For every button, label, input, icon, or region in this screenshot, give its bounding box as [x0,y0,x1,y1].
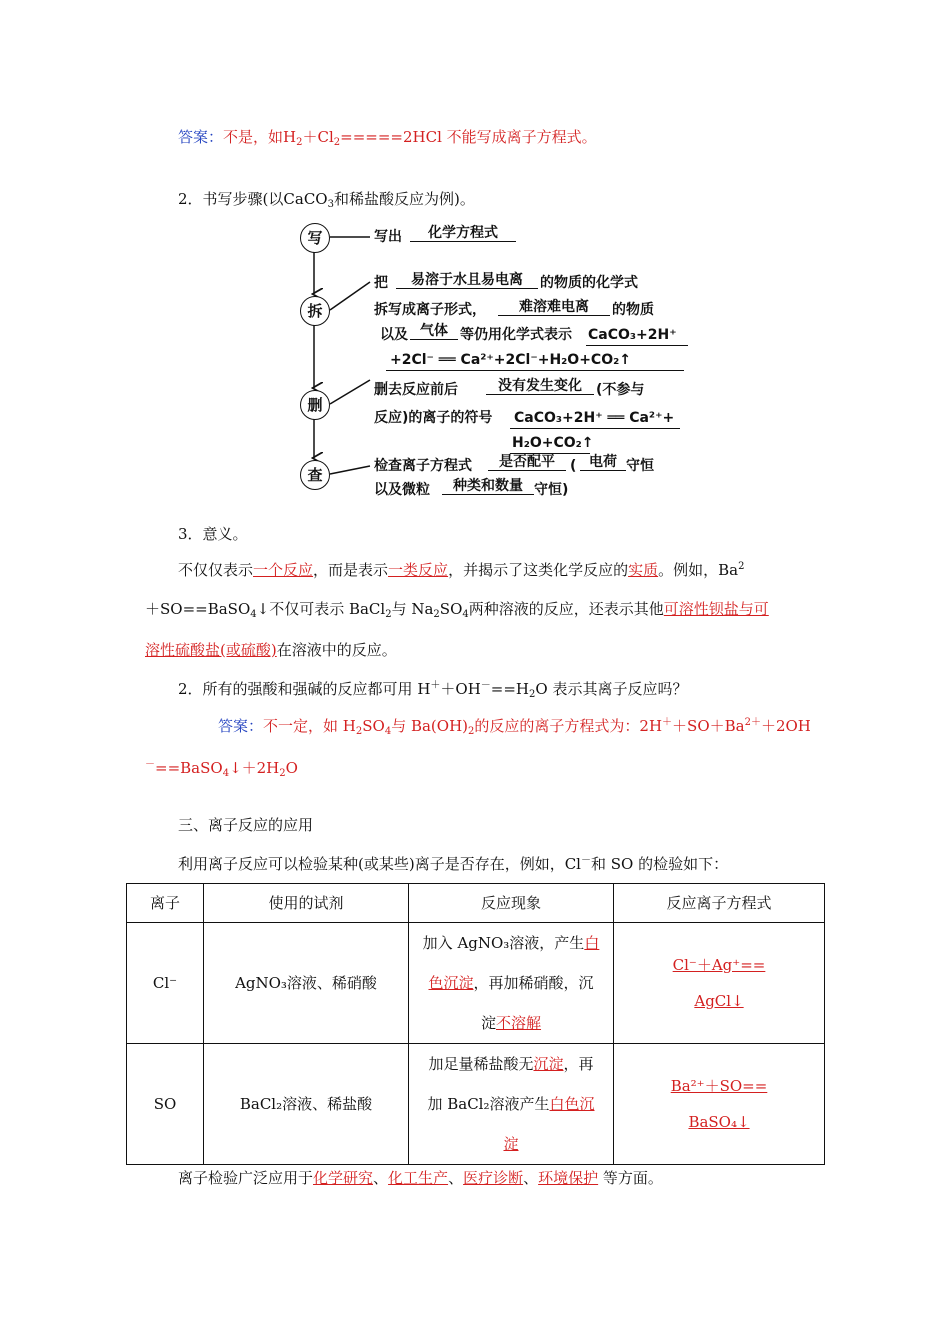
check-l1-prefix: 检查离子方程式 [374,458,472,474]
delete-l1-prefix: 删去反应前后 [374,382,458,398]
meaning-paragraph-line-2: ＋SO==BaSO$_4$↓不仅可表示 BaCl$_2$与 $Na_2SO_4$两种溶液的反应，还表示其他可溶性钡盐与可 [145,600,769,620]
check-l1-suffix: 守恒 [626,458,654,474]
table-header-row [127,884,825,923]
row-ion: Cl⁻ [127,923,204,1044]
header-ion: 离子 [127,884,204,923]
row-reagent: AgNO₃溶液、稀硝酸 [204,923,409,1044]
write-blank: 化学方程式 [410,225,516,242]
delete-l2-prefix: 反应)的离子的符号 [374,410,493,426]
split-l2-blank: 难溶难电离 [498,299,610,316]
split-l3-suffix: 等仍用化学式表示 [460,327,572,343]
step-node-delete: 删 [300,390,330,420]
ionic-equation-steps-diagram [298,222,690,498]
delete-l2-underline [510,428,680,429]
check-l1-blank: 是否配平 [488,454,566,471]
blank-medical: 医疗诊断 [463,1169,524,1187]
split-l3-blank: 气体 [410,323,458,340]
answer-1 [178,127,597,153]
check-l1-mid: ( [570,458,577,474]
table-row [127,1044,825,1165]
header-phenomenon: 反应现象 [409,884,614,923]
ion-test-table [126,883,825,1165]
answer-2-line-2: $^-==BaSO_4↓+2H_2O$ [145,759,298,779]
blank-soluble-sulfate: 溶性硫酸盐(或硫酸) [145,641,277,659]
header-reagent: 使用的试剂 [204,884,409,923]
blank-environment: 环境保护 [538,1169,599,1187]
answer-label: 答案： [178,128,224,146]
write-prefix: 写出 [374,229,402,245]
split-l1-suffix: 的物质的化学式 [540,275,638,291]
check-l2-blank: 种类和数量 [442,478,534,495]
meaning-paragraph-line-1: 不仅仅表示一个反应，而是表示一类反应，并揭示了这类化学反应的实质。例如，Ba$^2$ [178,561,745,579]
row-reagent: BaCl₂溶液、稀盐酸 [204,1044,409,1165]
step-2-heading: 2．书写步骤(以CaCO$_3$和稀盐酸反应为例)。 [178,190,475,210]
check-l2-suffix: 守恒) [534,482,569,498]
meaning-paragraph-line-3: 溶性硫酸盐(或硫酸)在溶液中的反应。 [145,641,397,659]
row-equation: Cl⁻＋Ag⁺== AgCl↓ [614,923,825,1044]
question-2: 2．所有的强酸和强碱的反应都可用 $H^++OH^-==H_2O$ 表示其离子反应吗？ [178,680,688,700]
split-l3-underline [586,345,688,346]
split-l2-prefix: 拆写成离子形式， [374,302,486,318]
table-row [127,923,825,1044]
row-phenomenon: 加足量稀盐酸无沉淀，再 加 BaCl₂溶液产生白色沉 淀 [409,1044,614,1165]
section-3-intro: 利用离子反应可以检验某种(或某些)离子是否存在，例如，Cl－和 SO 的检验如下： [178,855,729,873]
check-l1-blank2: 电荷 [580,454,626,471]
step-node-write: 写 [300,223,330,253]
answer-2-line-1: 答案：不一定，如 $H_2SO_4$与 $Ba(OH)_2$的反应的离子方程式为：$2H^++SO+Ba^{2+}+2OH$ [218,717,811,737]
blank-chem-production: 化工生产 [388,1169,449,1187]
closing-line: 离子检验广泛应用于化学研究、化工生产、医疗诊断、环境保护 等方面。 [178,1169,663,1187]
header-equation: 反应离子方程式 [614,884,825,923]
split-l4-underline [386,370,684,371]
split-l1-blank: 易溶于水且易电离 [396,272,538,289]
blank-class-reaction: 一类反应 [388,561,449,579]
delete-l2-formula: CaCO₃+2H⁺ ══ Ca²⁺+ [514,410,675,426]
delete-l1-suffix: (不参与 [596,382,645,398]
split-l4-formula: +2Cl⁻ ══ Ca²⁺+2Cl⁻+H₂O+CO₂↑ [390,352,631,368]
row-ion: SO [127,1044,204,1165]
step-node-check: 查 [300,460,330,490]
meaning-heading: 3．意义。 [178,525,248,543]
split-l3-prefix: 以及 [380,327,408,343]
row-equation: Ba²⁺＋SO== BaSO₄↓ [614,1044,825,1165]
row-phenomenon: 加入 AgNO₃溶液，产生白 色沉淀，再加稀硝酸，沉 淀不溶解 [409,923,614,1044]
answer-text: 不是，如$H_2+Cl_2=====2HCl$ 不能写成离子方程式。 [223,128,597,148]
delete-l1-blank: 没有发生变化 [486,378,594,395]
delete-l3-formula: H₂O+CO₂↑ [512,435,594,451]
step-node-split: 拆 [300,296,330,326]
split-l3-formula: CaCO₃+2H⁺ [588,327,677,343]
split-l1-prefix: 把 [374,275,388,291]
blank-chem-research: 化学研究 [313,1169,374,1187]
blank-one-reaction: 一个反应 [253,561,314,579]
split-l2-suffix: 的物质 [612,302,654,318]
blank-essence: 实质 [628,561,659,579]
check-l2-prefix: 以及微粒 [374,482,430,498]
blank-soluble-barium: 可溶性钡盐与可 [663,600,769,618]
section-3-heading: 三、离子反应的应用 [178,816,314,834]
